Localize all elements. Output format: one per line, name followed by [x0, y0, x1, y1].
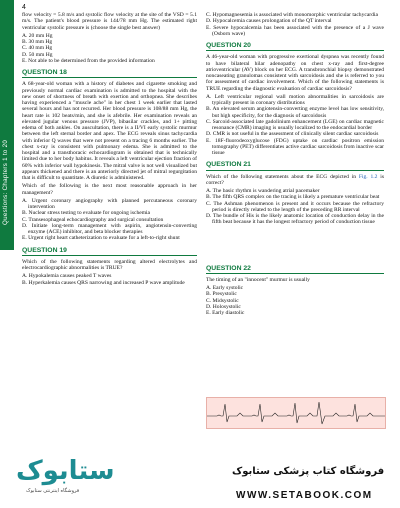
option: C. Midsystolic — [206, 297, 239, 304]
left-column — [22, 12, 197, 286]
right-column — [206, 12, 384, 316]
shop-name: فروشگاه کتاب پزشکی ستابوک — [232, 466, 385, 477]
question-19-text: Which of the following statements regarding altered electrolytes and electrocardiographic abnormalities is TRUE? — [22, 258, 197, 271]
logo-subtext: فروشگاه اینترنتی ستابوک — [26, 488, 80, 494]
question-18-text: A 68-year-old woman with a history of diabetes and cigarette smoking and previously normal cardiac examination is admitted to the hospital with the new onset of shortness of breath with exertion and orthopnea. She describes having experienced a "muscle ache" in her chest 1 week earlier that lasted several hours and has not recurred. Her blood pressure is 108/88 mm Hg, the heart rate is 102 beats/min, and she is afebrile. Her examination reveals an elevated jugular venous pressure (JVP), bibasilar crackles, and 1+ pitting edema of both ankles. On auscultation, there is a II/VI early systolic murmur between the left sternal border and apex. The ECG reveals sinus tachycardia with inferior Q waves that were not present on a tracing 6 months earlier. The chest x-ray is consistent with pulmonary edema. She is admitted to the hospital and a transthoracic echocardiogram is obtained that is technically limited due to her body habitus. It reveals a left ventricular ejection fraction of 60% with inferior wall hypokinesis. The mitral valve is not well visualized but appears thickened and there is an anteriorly directed jet of mitral regurgitation that is difficult to quantitate. A diuretic is administered. — [22, 81, 197, 181]
option: A. Early systolic — [206, 285, 244, 291]
question-18-prompt: Which of the following is the next most reasonable approach in her management? — [22, 183, 197, 196]
option: A. Left ventricular regional wall motion abnormalities in sarcoidosis are typically present in coronary distributions — [206, 93, 384, 106]
question-22-heading: QUESTION 22 — [206, 266, 384, 274]
question-18-options — [22, 198, 197, 242]
shop-url[interactable]: WWW.SETABOOK.COM — [236, 490, 373, 501]
setabook-logo — [12, 448, 115, 504]
option: C. Transesophageal echocardiography and surgical consultation — [22, 216, 164, 223]
option: A. Urgent coronary angiography with planned percutaneous coronary intervention — [22, 197, 197, 210]
option: C. Sarcoid-associated late gadolinium enhancement (LGE) on cardiac magnetic resonance (CMR) imaging is usually localized to the endocardial border — [206, 118, 384, 131]
question-19-options — [22, 273, 197, 286]
option: D. Hypocalcemia causes prolongation of the QT interval — [206, 18, 332, 25]
option: A. Hypokalemia causes peaked T waves — [22, 273, 112, 280]
option: E. Not able to be determined from the provided information — [22, 57, 155, 64]
option: D. The bundle of His is the likely anatomic location of conduction delay in the fifth beat because it has the longest refractory period of conduction tissue — [206, 213, 384, 226]
option: D. Holosystolic — [206, 303, 241, 310]
intro-options — [22, 33, 197, 64]
logo-text: ستابوک — [16, 456, 115, 486]
option: E. Early diastolic — [206, 310, 245, 316]
question-21-text: Which of the following statements about the ECG depicted in Fig. 1.2 is correct? — [206, 173, 384, 186]
option: E. Severe hypocalcemia has been associated with the presence of a J wave (Osborn wave) — [206, 24, 384, 37]
option: B. An elevated serum angiotensin-converting enzyme level has low sensitivity, but high specificity, for the diagnosis of sarcoidosis — [206, 106, 384, 119]
question-21-heading: QUESTION 21 — [206, 162, 384, 170]
option: B. Hyperkalemia causes QRS narrowing and increased P wave amplitude — [22, 279, 185, 286]
question-22-text: The timing of an "innocent" murmur is usually — [206, 276, 310, 283]
option: D. Initiate long-term management with aspirin, angiotensin-converting enzyme (ACE) inhibitor, and beta blocker therapies — [22, 222, 197, 235]
option: D. CMR is not useful in the assessment of clinically silent cardiac sarcoidosis — [206, 131, 379, 138]
option: B. Presystolic — [206, 291, 237, 298]
figure-link[interactable]: Fig. 1.2 — [358, 173, 378, 180]
ecg-strip-figure — [206, 397, 386, 429]
option: C. Hypomagnesemia is associated with monomorphic ventricular tachycardia — [206, 12, 378, 18]
intro-paragraph: flow velocity = 5.8 m/s and systolic flow velocity at the site of the VSD = 5.1 m/s. The patient's blood pressure is 144/78 mm Hg. The estimated right ventricular systolic pressure is (choose the single best answer) — [22, 12, 197, 31]
page-number: 4 — [22, 4, 26, 11]
ecg-tracing — [207, 398, 385, 428]
option: A. 20 mm Hg — [22, 32, 53, 39]
question-20-heading: QUESTION 20 — [206, 43, 384, 51]
side-label: Questions: Chapters 1 to 20 — [2, 139, 9, 225]
option: E. Urgent right heart catheterization to evaluate for a left-to-right shunt — [22, 235, 180, 242]
option: E. 18F-fluorodeoxyglucose (FDG) uptake on cardiac positron emission tomography (PET) differentiates active cardiac sarcoidosis from inactive scar tissue — [206, 137, 384, 156]
question-21-options — [206, 188, 384, 226]
option: B. 30 mm Hg — [22, 39, 53, 45]
option: D. 50 mm Hg — [22, 51, 53, 58]
option: C. The Ashman phenomenon is present and it occurs because the refractory period is directly related to the length of the preceding RR interval — [206, 200, 384, 213]
option: B. Nuclear stress testing to evaluate for ongoing ischemia — [22, 210, 151, 217]
footer-banner — [0, 446, 400, 508]
question-18-heading: QUESTION 18 — [22, 70, 197, 78]
ecg-spacer — [206, 226, 384, 260]
question-19-options-continued — [206, 12, 384, 37]
question-19-heading: QUESTION 19 — [22, 248, 197, 256]
option: C. 40 mm Hg — [22, 45, 53, 52]
question-20-options — [206, 94, 384, 157]
question-20-text: A 46-year-old woman with progressive exertional dyspnea was recently found to have bilateral hilar adenopathy on chest x-ray and first-degree atrioventricular (AV) block on her ECG. A transbronchial biopsy demonstrated noncaseating granulomas consistent with sarcoidosis and she is referred to you for assessment of cardiac involvement. Which of the following statements is TRUE regarding the diagnostic evaluation of cardiac sarcoidosis? — [206, 54, 384, 92]
option: A. The basic rhythm is wandering atrial pacemaker — [206, 188, 320, 194]
chapter-side-tab — [0, 0, 14, 250]
question-22-options — [206, 285, 384, 316]
option: B. The fifth QRS complex on the tracing is likely a premature ventricular beat — [206, 194, 380, 201]
